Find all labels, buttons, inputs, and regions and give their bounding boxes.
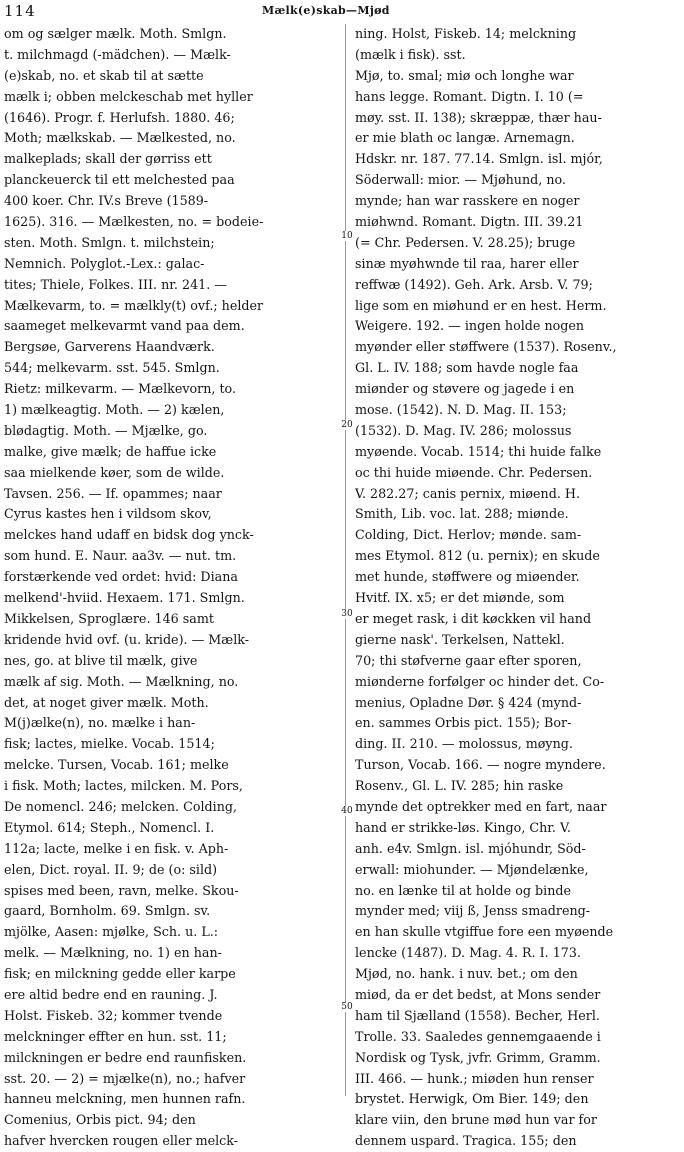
margin-line-number: 10 bbox=[337, 231, 357, 241]
text-line: lencke (1487). D. Mag. 4. R. I. 173. bbox=[355, 945, 581, 961]
page-number: 114 bbox=[4, 2, 36, 20]
text-line: 400 koer. Chr. IV.s Breve (1589- bbox=[4, 193, 209, 209]
text-line: miød, da er det bedst, at Mons sender bbox=[355, 986, 601, 1002]
text-line: Bergsøe, Garverens Haandværk. bbox=[4, 339, 215, 355]
text-line: en han skulle vtgiffue fore een myøende bbox=[355, 924, 614, 940]
text-line: kridende hvid ovf. (u. kride). — Mælk- bbox=[4, 631, 250, 647]
text-line: tites; Thiele, Folkes. III. nr. 241. — bbox=[4, 276, 227, 292]
text-line: (1646). Progr. f. Herlufsh. 1880. 46; bbox=[4, 109, 235, 125]
text-line: mælk i; obben melckeschab met hyller bbox=[4, 88, 253, 104]
text-line: blødagtig. Moth. — Mjælke, go. bbox=[4, 422, 208, 438]
text-line: planckeuerck til ett melchested paa bbox=[4, 172, 235, 188]
text-line: ding. II. 210. — molossus, møyng. bbox=[355, 736, 573, 752]
text-line: mynder med; viij ß, Jenss smadreng- bbox=[355, 903, 591, 919]
text-line: sten. Moth. Smlgn. t. milchstein; bbox=[4, 234, 215, 250]
running-head: Mælk(e)skab—Mjød bbox=[262, 4, 390, 17]
text-line: ning. Holst, Fiskeb. 14; melckning bbox=[355, 26, 577, 41]
text-line: Trolle. 33. Saaledes gennemgaaende i bbox=[355, 1028, 601, 1044]
left-text-column bbox=[4, 24, 337, 1152]
text-line: V. 282.27; canis pernix, miøend. H. bbox=[355, 485, 580, 501]
text-line: mes Etymol. 812 (u. pernix); en skude bbox=[355, 548, 600, 564]
text-line: hanneu melckning, men hunnen rafn. bbox=[4, 1091, 246, 1107]
text-line: myønder eller støffwere (1537). Rosenv., bbox=[355, 339, 617, 355]
text-line: M(j)ælke(n), no. mælke i han- bbox=[4, 715, 196, 731]
text-line: hafver hvercken rougen eller melck- bbox=[4, 1133, 239, 1149]
text-line: Turson, Vocab. 166. — nogre myndere. bbox=[355, 757, 606, 773]
text-line: forstærkende ved ordet: hvid: Diana bbox=[4, 569, 238, 585]
text-line: Mælkevarm, to. = mælkly(t) ovf.; helder bbox=[4, 297, 264, 313]
text-line: (= Chr. Pedersen. V. 28.25); bruge bbox=[355, 234, 576, 250]
text-line: Nemnich. Polyglot.-Lex.: galac- bbox=[4, 255, 205, 271]
text-line: t. milchmagd (-mädchen). — Mælk- bbox=[4, 46, 231, 62]
text-line: brystet. Herwigk, Om Bier. 149; den bbox=[355, 1091, 589, 1107]
text-line: saameget melkevarmt vand paa dem. bbox=[4, 318, 245, 334]
text-line: sst. 20. — 2) = mjælke(n), no.; hafver bbox=[4, 1070, 246, 1086]
margin-line-number: 20 bbox=[337, 420, 357, 430]
text-line: spises med been, ravn, melke. Skou- bbox=[4, 882, 239, 898]
text-line: møy. sst. II. 138); skræppæ, thær hau- bbox=[355, 109, 602, 125]
text-line: ham til Sjælland (1558). Becher, Herl. bbox=[355, 1007, 600, 1023]
text-line: miønder og støvere og jagede i en bbox=[355, 381, 575, 397]
text-line: Colding, Dict. Herlov; mønde. sam- bbox=[355, 527, 582, 543]
text-line: nes, go. at blive til mælk, give bbox=[4, 652, 198, 668]
text-line: 70; thi støfverne gaar efter sporen, bbox=[355, 652, 582, 668]
text-line: Mikkelsen, Sproglære. 146 samt bbox=[4, 610, 214, 626]
text-line: myøende. Vocab. 1514; thi huide falke bbox=[355, 443, 602, 459]
text-line: hans legge. Romant. Digtn. I. 10 (= bbox=[355, 88, 584, 104]
text-line: gierne nask'. Terkelsen, Nattekl. bbox=[355, 631, 565, 647]
right-text-column bbox=[355, 24, 684, 1152]
margin-line-number: 30 bbox=[337, 609, 357, 619]
text-line: Mjø, to. smal; miø och longhe war bbox=[355, 67, 574, 83]
text-line: sinæ myøhwnde til raa, harer eller bbox=[355, 255, 579, 271]
text-line: elen, Dict. royal. II. 9; de (o: sild) bbox=[4, 861, 218, 877]
text-line: hand er strikke-løs. Kingo, Chr. V. bbox=[355, 819, 571, 835]
text-line: klare viin, den brune mød hun var for bbox=[355, 1112, 597, 1128]
text-line: (1532). D. Mag. IV. 286; molossus bbox=[355, 422, 572, 438]
text-line: 544; melkevarm. sst. 545. Smlgn. bbox=[4, 360, 220, 376]
text-line: Mjød, no. hank. i nuv. bet.; om den bbox=[355, 966, 578, 982]
text-line: Moth; mælkskab. — Mælkested, no. bbox=[4, 130, 236, 146]
text-line: saa mielkende køer, som de wilde. bbox=[4, 464, 225, 480]
text-line: i fisk. Moth; lactes, milcken. M. Pors, bbox=[4, 778, 243, 794]
text-line: 112a; lacte, melke i en fisk. v. Aph- bbox=[4, 840, 229, 856]
text-line: Hvitf. IX. x5; er det miønde, som bbox=[355, 590, 565, 606]
text-line: melckes hand udaff en bidsk dog ynck- bbox=[4, 527, 254, 543]
text-line: III. 466. — hunk.; miøden hun renser bbox=[355, 1070, 594, 1086]
text-line: ere altid bedre end en rauning. J. bbox=[4, 986, 218, 1002]
text-line: mjölke, Aasen: mjølke, Sch. u. L.: bbox=[4, 924, 219, 940]
text-line: malkeplads; skall der gørriss ett bbox=[4, 151, 212, 167]
text-line: gaard, Bornholm. 69. Smlgn. sv. bbox=[4, 903, 211, 919]
text-line: mælk af sig. Moth. — Mælkning, no. bbox=[4, 673, 239, 689]
text-line: Weigere. 192. — ingen holde nogen bbox=[355, 318, 585, 334]
text-line: Hdskr. nr. 187. 77.14. Smlgn. isl. mjór, bbox=[355, 151, 603, 167]
text-line: om og sælger mælk. Moth. Smlgn. bbox=[4, 26, 227, 41]
text-line: miøhwnd. Romant. Digtn. III. 39.21 bbox=[355, 214, 584, 230]
text-line: no. en lænke til at holde og binde bbox=[355, 882, 571, 898]
text-line: Cyrus kastes hen i vildsom skov, bbox=[4, 506, 212, 522]
text-line: mynde; han war rasskere en noger bbox=[355, 193, 580, 209]
text-line: Nordisk og Tysk, jvfr. Grimm, Gramm. bbox=[355, 1049, 601, 1065]
text-line: erwall: miohunder. — Mjøndelænke, bbox=[355, 861, 589, 877]
text-line: oc thi huide miøende. Chr. Pedersen. bbox=[355, 464, 593, 480]
text-line: melcke. Tursen, Vocab. 161; melke bbox=[4, 757, 229, 773]
text-line: er meget rask, i dit køckken vil hand bbox=[355, 610, 592, 626]
text-line: 1) mælkeagtig. Moth. — 2) kælen, bbox=[4, 402, 225, 418]
column-divider bbox=[345, 24, 346, 1096]
text-line: Holst. Fiskeb. 32; kommer tvende bbox=[4, 1007, 223, 1023]
text-line: er mie blath oc langæ. Arnemagn. bbox=[355, 130, 575, 146]
text-line: anh. e4v. Smlgn. isl. mjóhundr, Söd- bbox=[355, 840, 586, 856]
text-line: Rietz: milkevarm. — Mælkevorn, to. bbox=[4, 381, 236, 397]
text-line: met hunde, støffwere og miøender. bbox=[355, 569, 580, 585]
text-line: malke, give mælk; de haffue icke bbox=[4, 443, 217, 459]
margin-line-number: 50 bbox=[337, 1002, 357, 1012]
text-line: miønderne forfølger oc hinder det. Co- bbox=[355, 673, 605, 689]
text-line: en. sammes Orbis pict. 155); Bor- bbox=[355, 715, 572, 731]
text-line: det, at noget giver mælk. Moth. bbox=[4, 694, 209, 710]
text-line: De nomencl. 246; melcken. Colding, bbox=[4, 798, 238, 814]
text-line: 1625). 316. — Mælkesten, no. = bodeie- bbox=[4, 214, 264, 230]
text-line: Tavsen. 256. — If. opammes; naar bbox=[4, 485, 222, 501]
text-line: Comenius, Orbis pict. 94; den bbox=[4, 1112, 196, 1128]
text-line: melk. — Mælkning, no. 1) en han- bbox=[4, 945, 222, 961]
text-line: som hund. E. Naur. aa3v. — nut. tm. bbox=[4, 548, 237, 564]
text-line: Rosenv., Gl. L. IV. 285; hin raske bbox=[355, 778, 564, 794]
text-line: dennem uspard. Tragica. 155; den bbox=[355, 1133, 577, 1149]
text-line: milckningen er bedre end raunfisken. bbox=[4, 1049, 247, 1065]
text-line: fisk; en milckning gedde eller karpe bbox=[4, 966, 236, 982]
text-line: menius, Opladne Dør. § 424 (mynd- bbox=[355, 694, 582, 710]
margin-line-number: 40 bbox=[337, 806, 357, 816]
text-line: melckninger effter en hun. sst. 11; bbox=[4, 1028, 227, 1044]
text-line: fisk; lactes, mielke. Vocab. 1514; bbox=[4, 736, 215, 752]
text-line: mynde det optrekker med en fart, naar bbox=[355, 798, 607, 814]
text-line: Gl. L. IV. 188; som havde nogle faa bbox=[355, 360, 579, 376]
text-line: Smith, Lib. voc. lat. 288; miønde. bbox=[355, 506, 569, 522]
text-line: reffwæ (1492). Geh. Ark. Arsb. V. 79; bbox=[355, 276, 593, 292]
text-line: melkend'-hviid. Hexaem. 171. Smlgn. bbox=[4, 590, 245, 606]
text-line: (mælk i fisk). sst. bbox=[355, 46, 466, 62]
text-line: Etymol. 614; Steph., Nomencl. I. bbox=[4, 819, 215, 835]
text-line: mose. (1542). N. D. Mag. II. 153; bbox=[355, 402, 567, 418]
text-line: lige som en miøhund er en hest. Herm. bbox=[355, 297, 607, 313]
text-line: (e)skab, no. et skab til at sætte bbox=[4, 67, 204, 83]
text-line: Söderwall: mior. — Mjøhund, no. bbox=[355, 172, 566, 188]
